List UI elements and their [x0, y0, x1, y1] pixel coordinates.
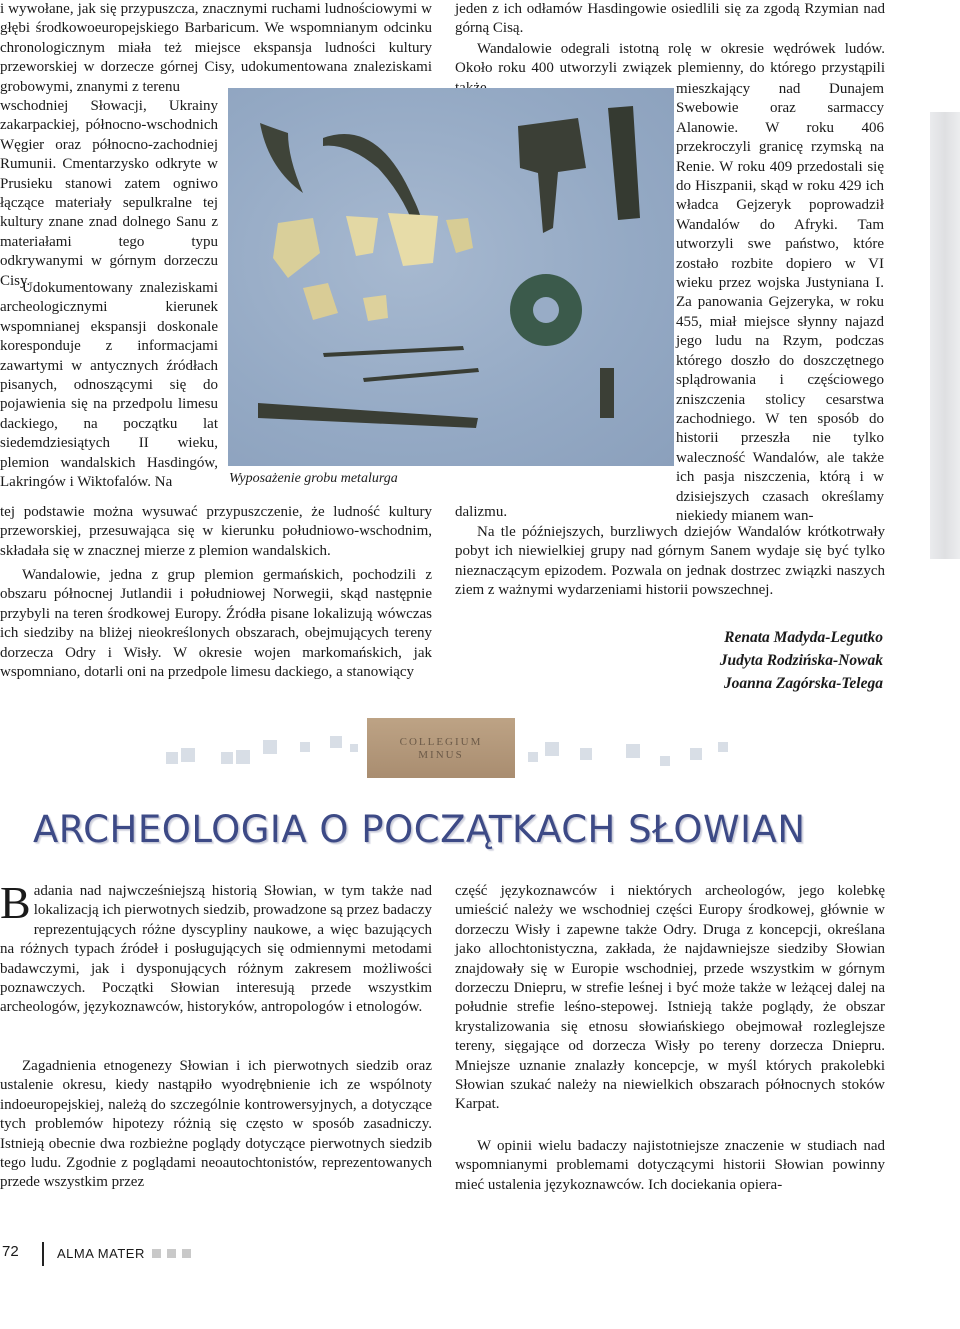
col1-narrow-text-b: Udokumentowany znaleziskami archeologicznymi kierunek wspomnianej ekspansji doskonale koresponduje z informacjami zawartymi w antycznych źródłach pisanych, odnoszącymi się do pojawienia się na przedpolu limesu dackiego, na początku lat siedemdziesiątych II wieku, plemion wandalskich Hasdingów, Lakringów i Wiktofalów. Na	[0, 280, 218, 491]
decor-square	[718, 742, 728, 752]
decor-square	[350, 744, 358, 752]
decor-square	[580, 748, 592, 760]
article-left-paragraph-1	[0, 877, 432, 1018]
decor-square	[660, 756, 670, 766]
col1-wide-text: tej podstawie można wysuwać przypuszczenie, że ludność kultury przeworskiej, przesuwająca się w kierunku południowo-wschodnim, składała się w znacznej mierze z plemion wandalskich.	[0, 504, 432, 559]
decor-square	[300, 742, 310, 752]
decor-square	[166, 752, 178, 764]
col2-top-text: jeden z ich odłamów Hasdingowie osiedlili się za zgodą Rzymian nad górną Cisą.	[455, 1, 885, 37]
photo-caption: Wyposażenie grobu metalurga	[229, 471, 398, 486]
col2-wide-text: dalizmu.	[455, 504, 508, 520]
decor-square	[626, 744, 640, 758]
side-decor-strip	[930, 112, 960, 559]
journal-name: ALMA MATER	[57, 1246, 145, 1261]
decor-square	[181, 748, 195, 762]
collegium-minus-banner	[367, 718, 515, 778]
decor-square	[236, 750, 250, 764]
footer-square	[152, 1249, 161, 1258]
col1-narrow-text-a: wschodniej Słowacji, Ukrainy zakarpackiej, północno-wschodnich Węgier oraz północno-zachodniej Rumunii. Cmentarzysko odkryte w Prusieku stanowi zatem ogniwo łączące materiały sepulkralne tej kultury znane znad dolnego Sanu z materiałami tego typu odkrywanymi w górnym dorzeczu Cisy.	[0, 98, 218, 289]
author-1: Renata Madyda-Legutko	[724, 629, 883, 646]
banner-line-1: COLLEGIUM	[399, 736, 483, 748]
article-right-paragraph-1: część językoznawców i niektórych archeologów, jego kolebkę umieścić należy we wschodniej części Europy środkowej, głównie w dorzeczu Wisły i zapewne także Odry. Druga z koncepcji, określana jako allochtonistyczna, zakłada, że najdawniejsze siedziby Słowian znajdowały się w Europie wschodniej, przede wszystkim w górnym dorzeczu Dniepru, w strefie leśnej i być może także w leżącej dalej na południe strefie leśno-stepowej. Istnieją także poglądy, że obszar krystalizowania się etnosu słowiańskiego obejmował rozleglejsze tereny, sięgające od dorzecza Wisły po tereny dorzecza Dniepru. Mniejsze uznanie znalazły koncepcje, w myśl których prakolebki Słowian szukać należy na niewielkich obszarach północnych stoków Karpat.	[455, 883, 885, 1113]
col1-top-text: i wywołane, jak się przypuszcza, znacznymi ruchami ludnościowymi w głębi środkowoeuropejskiego Barbaricum. We wspomnianym odcinku chronologicznym miała też miejsce ekspansja ludności kultury przeworskiej w dorzecze górnej Cisy, udokumentowana znaleziskami grobowymi, znanymi z terenu	[0, 1, 432, 95]
artifacts-photo	[228, 88, 674, 466]
article-right-paragraph-2: W opinii wielu badaczy najistotniejsze znaczenie w studiach nad wspomnianymi problemami dotyczącymi historii Słowian powinny mieć ustalenia językoznawców. Ich dociekania opiera-	[455, 1138, 885, 1193]
article-left-paragraph-1-text: adania nad najwcześniejszą historią Słowian, w tym także nad lokalizacją ich pierwotnych siedzib, prowadzone są przez badaczy reprezentujących różne dyscypliny naukowe, a więc bazujących na różnych typach źródeł i posługujących się odmiennymi metodami badawczymi, jak i dysponujących różnym zakresem możliwości poznawczych. Początki Słowian interesują przede wszystkim archeologów, językoznawców, historyków, antropologów i etnologów.	[0, 883, 432, 1016]
footer-square	[167, 1249, 176, 1258]
col2-narrow-text: mieszkający nad Dunajem Swebowie oraz sarmaccy Alanowie. W roku 406 przekroczyli granicę rzymską na Renie. W roku 409 przedostali się do Hiszpanii, skąd w roku 429 ich władca Gejzeryk poprowadził Wandalów do Afryki. Tam utworzyli swe państwo, które zostało rozbite dopiero w VI wieku przez wojska Justyniana I. Za panowania Gejzeryka, w roku 455, miał miejsce słynny najazd jego ludu na Rzym, podczas którego doszło do doszczętnego splądrowania i częściowego zniszczenia stolicy cesarstwa zachodniego. W ten sposób do historii przeszła nie tylko waleczność Wandalów, ale także ich pasja niszczenia, którą i w dzisiejszych czasach określamy niekiedy mianem wan-	[676, 81, 884, 524]
decor-square	[545, 742, 559, 756]
decor-square	[330, 736, 342, 748]
drop-cap: B	[0, 877, 31, 928]
decor-square	[690, 748, 702, 760]
banner-line-2: MINUS	[418, 749, 464, 761]
col2-paragraph-3: Na tle późniejszych, burzliwych dziejów Wandalów krótkotrwały pobyt ich niewielkiej grupy nad górnym Sanem wydaje się być tylko nieznaczącym epizodem. Pozwala on jednak dostrzec związki naszych ziem z ważnymi wydarzeniami historii powszechnej.	[455, 524, 885, 599]
article-headline: ARCHEOLOGIA O POCZĄTKACH SŁOWIAN	[33, 808, 806, 851]
col1-paragraph-3: Wandalowie, jedna z grup plemion germańskich, pochodzili z obszaru północnej Jutlandii i południowej Norwegii, skąd następnie przybyli na teren środkowej Europy. Źródła pisane lokalizują wówczas ich siedziby na bliżej nieokreślonych obszarach, obejmujących tereny dorzecza Odry i Wisły. W okresie wojen markomańskich, jak wspomniano, dotarli oni na przedpole limesu dackiego, a stanowiący	[0, 567, 432, 681]
footer-square	[182, 1249, 191, 1258]
footer-divider	[42, 1242, 44, 1266]
decor-square	[263, 740, 277, 754]
author-3: Joanna Zagórska-Telega	[723, 675, 883, 692]
col2-paragraph-2: Wandalowie odegrali istotną rolę w okresie wędrówek ludów. Około roku 400 utworzyli związek plemienny, do którego przystąpili	[455, 41, 885, 77]
decor-square	[221, 752, 233, 764]
author-2: Judyta Rodzińska-Nowak	[719, 652, 883, 669]
article-left-paragraph-2: Zagadnienia etnogenezy Słowian i ich pierwotnych siedzib oraz ustalenie okresu, kiedy nastąpiło wyodrębnienie ich ze wspólnoty indoeuropejskiej, należą do szczególnie kontrowersyjnych, a dotyczące tych problemów hipotezy różnią się często w sposób zasadniczy. Istnieją obecnie dwa rozbieżne poglądy dotyczące pierwotnych siedzib tego ludu. Zgodnie z poglądami neoautochtonistów, reprezentowanych przede wszystkim przez	[0, 1058, 432, 1191]
page-number: 72	[2, 1243, 19, 1260]
decor-square	[528, 752, 538, 762]
